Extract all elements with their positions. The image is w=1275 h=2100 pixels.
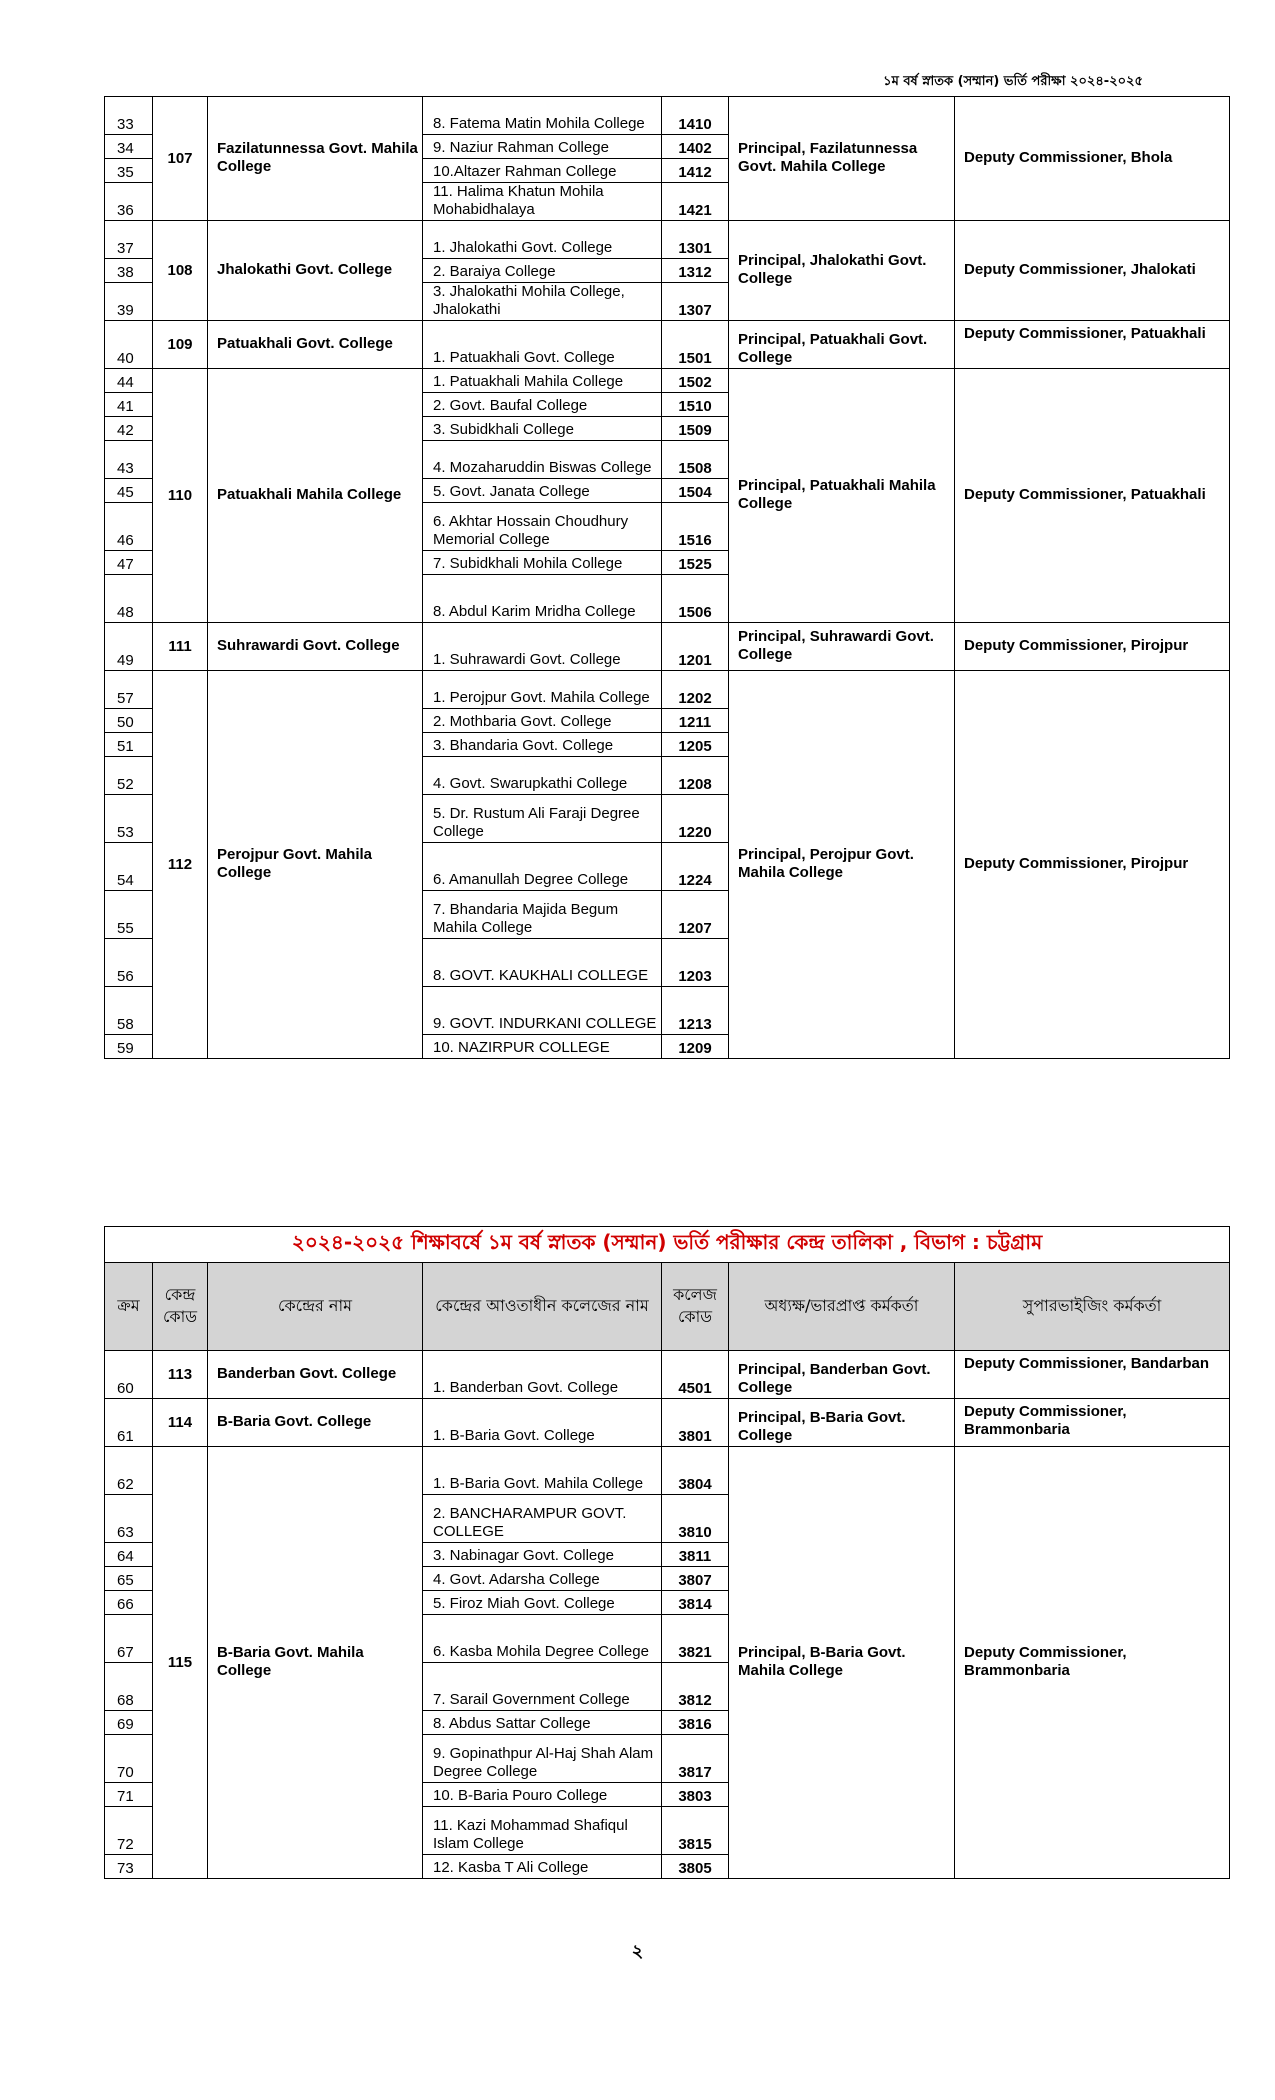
college-code-cell: 1209	[662, 1035, 729, 1059]
college-name-cell: 10. B-Baria Pouro College	[423, 1783, 662, 1807]
serial-cell: 73	[105, 1855, 153, 1879]
supervisor-cell: Deputy Commissioner, Pirojpur	[955, 671, 1230, 1059]
serial-cell: 68	[105, 1663, 153, 1711]
serial-cell: 63	[105, 1495, 153, 1543]
supervisor-cell: Deputy Commissioner, Bhola	[955, 97, 1230, 221]
college-name-cell: 11. Halima Khatun Mohila Mohabidhalaya	[423, 183, 662, 221]
college-name-cell: 1. Jhalokathi Govt. College	[423, 221, 662, 259]
college-code-cell: 1312	[662, 259, 729, 283]
college-name-cell: 2. Govt. Baufal College	[423, 393, 662, 417]
table-row	[105, 221, 1230, 259]
college-code-cell: 1203	[662, 939, 729, 987]
serial-cell: 57	[105, 671, 153, 709]
college-code-cell: 3803	[662, 1783, 729, 1807]
serial-cell: 54	[105, 843, 153, 891]
college-name-cell: 1. Patuakhali Govt. College	[423, 321, 662, 369]
college-name-cell: 8. Abdus Sattar College	[423, 1711, 662, 1735]
college-code-cell: 3810	[662, 1495, 729, 1543]
college-name-cell: 9. Gopinathpur Al-Haj Shah Alam Degree College	[423, 1735, 662, 1783]
college-name-cell: 3. Nabinagar Govt. College	[423, 1543, 662, 1567]
serial-cell: 65	[105, 1567, 153, 1591]
college-code-cell: 3816	[662, 1711, 729, 1735]
serial-cell: 41	[105, 393, 153, 417]
college-name-cell: 11. Kazi Mohammad Shafiqul Islam College	[423, 1807, 662, 1855]
serial-cell: 62	[105, 1447, 153, 1495]
header-sl: ক্রম	[105, 1263, 153, 1351]
serial-cell: 72	[105, 1807, 153, 1855]
college-name-cell: 6. Kasba Mohila Degree College	[423, 1615, 662, 1663]
principal-cell: Principal, Patuakhali Mahila College	[729, 369, 955, 623]
college-code-cell: 1525	[662, 551, 729, 575]
college-name-cell: 3. Bhandaria Govt. College	[423, 733, 662, 757]
college-name-cell: 2. BANCHARAMPUR GOVT. COLLEGE	[423, 1495, 662, 1543]
table-row	[105, 671, 1230, 709]
college-code-cell: 1207	[662, 891, 729, 939]
serial-cell: 35	[105, 159, 153, 183]
center-code-cell: 109	[153, 321, 208, 369]
college-code-cell: 3807	[662, 1567, 729, 1591]
centers-table-2	[104, 1226, 1230, 1879]
principal-cell: Principal, Perojpur Govt. Mahila College	[729, 671, 955, 1059]
principal-cell: Principal, Patuakhali Govt. College	[729, 321, 955, 369]
serial-cell: 39	[105, 283, 153, 321]
serial-cell: 42	[105, 417, 153, 441]
college-name-cell: 1. Suhrawardi Govt. College	[423, 623, 662, 671]
centers-table-1	[104, 96, 1230, 1059]
college-code-cell: 1506	[662, 575, 729, 623]
center-name-cell: B-Baria Govt. College	[208, 1399, 423, 1447]
college-code-cell: 1220	[662, 795, 729, 843]
center-code-cell: 108	[153, 221, 208, 321]
serial-cell: 53	[105, 795, 153, 843]
supervisor-cell: Deputy Commissioner, Patuakhali	[955, 369, 1230, 623]
college-code-cell: 1224	[662, 843, 729, 891]
college-code-cell: 4501	[662, 1351, 729, 1399]
college-code-cell: 1509	[662, 417, 729, 441]
center-name-cell: Banderban Govt. College	[208, 1351, 423, 1399]
serial-cell: 37	[105, 221, 153, 259]
college-name-cell: 4. Govt. Swarupkathi College	[423, 757, 662, 795]
college-name-cell: 3. Jhalokathi Mohila College, Jhalokathi	[423, 283, 662, 321]
center-name-cell: Patuakhali Mahila College	[208, 369, 423, 623]
college-code-cell: 3815	[662, 1807, 729, 1855]
college-code-cell: 3821	[662, 1615, 729, 1663]
center-name-cell: Fazilatunnessa Govt. Mahila College	[208, 97, 423, 221]
page-number: ২	[631, 1941, 644, 1962]
table-row	[105, 1351, 1230, 1399]
serial-cell: 46	[105, 503, 153, 551]
serial-cell: 36	[105, 183, 153, 221]
serial-cell: 47	[105, 551, 153, 575]
principal-cell: Principal, Fazilatunnessa Govt. Mahila College	[729, 97, 955, 221]
college-name-cell: 1. Perojpur Govt. Mahila College	[423, 671, 662, 709]
college-code-cell: 1502	[662, 369, 729, 393]
serial-cell: 44	[105, 369, 153, 393]
college-code-cell: 1202	[662, 671, 729, 709]
principal-cell: Principal, B-Baria Govt. College	[729, 1399, 955, 1447]
college-name-cell: 8. Fatema Matin Mohila College	[423, 97, 662, 135]
serial-cell: 71	[105, 1783, 153, 1807]
college-name-cell: 1. Patuakhali Mahila College	[423, 369, 662, 393]
table-row	[105, 97, 1230, 135]
serial-cell: 58	[105, 987, 153, 1035]
college-code-cell: 1205	[662, 733, 729, 757]
serial-cell: 67	[105, 1615, 153, 1663]
serial-cell: 51	[105, 733, 153, 757]
college-code-cell: 3804	[662, 1447, 729, 1495]
serial-cell: 48	[105, 575, 153, 623]
supervisor-cell: Deputy Commissioner, Pirojpur	[955, 623, 1230, 671]
college-name-cell: 9. GOVT. INDURKANI COLLEGE	[423, 987, 662, 1035]
supervisor-cell: Deputy Commissioner, Bandarban	[955, 1351, 1230, 1399]
college-code-cell: 3805	[662, 1855, 729, 1879]
center-code-cell: 111	[153, 623, 208, 671]
serial-cell: 66	[105, 1591, 153, 1615]
center-name-cell: Suhrawardi Govt. College	[208, 623, 423, 671]
supervisor-cell: Deputy Commissioner, Patuakhali	[955, 321, 1230, 369]
center-code-cell: 110	[153, 369, 208, 623]
serial-cell: 45	[105, 479, 153, 503]
college-name-cell: 7. Sarail Government College	[423, 1663, 662, 1711]
table-row	[105, 623, 1230, 671]
college-code-cell: 1410	[662, 97, 729, 135]
serial-cell: 33	[105, 97, 153, 135]
college-name-cell: 7. Subidkhali Mohila College	[423, 551, 662, 575]
serial-cell: 38	[105, 259, 153, 283]
college-code-cell: 3814	[662, 1591, 729, 1615]
college-name-cell: 6. Akhtar Hossain Choudhury Memorial College	[423, 503, 662, 551]
college-code-cell: 1201	[662, 623, 729, 671]
college-name-cell: 2. Baraiya College	[423, 259, 662, 283]
principal-cell: Principal, Banderban Govt. College	[729, 1351, 955, 1399]
college-code-cell: 3812	[662, 1663, 729, 1711]
supervisor-cell: Deputy Commissioner, Brammonbaria	[955, 1399, 1230, 1447]
college-code-cell: 3811	[662, 1543, 729, 1567]
center-code-cell: 114	[153, 1399, 208, 1447]
serial-cell: 49	[105, 623, 153, 671]
table-row	[105, 1447, 1230, 1495]
college-name-cell: 5. Dr. Rustum Ali Faraji Degree College	[423, 795, 662, 843]
serial-cell: 43	[105, 441, 153, 479]
supervisor-cell: Deputy Commissioner, Jhalokati	[955, 221, 1230, 321]
header-principal: অধ্যক্ষ/ভারপ্রাপ্ত কর্মকর্তা	[729, 1263, 955, 1351]
college-code-cell: 3817	[662, 1735, 729, 1783]
college-code-cell: 1402	[662, 135, 729, 159]
header-center-name: কেন্দ্রের নাম	[208, 1263, 423, 1351]
college-name-cell: 2. Mothbaria Govt. College	[423, 709, 662, 733]
college-name-cell: 8. Abdul Karim Mridha College	[423, 575, 662, 623]
college-name-cell: 3. Subidkhali College	[423, 417, 662, 441]
college-name-cell: 4. Govt. Adarsha College	[423, 1567, 662, 1591]
page-header: ১ম বর্ষ স্নাতক (সম্মান) ভর্তি পরীক্ষা ২০২৪-২০২৫	[883, 74, 1143, 89]
principal-cell: Principal, Suhrawardi Govt. College	[729, 623, 955, 671]
center-name-cell: B-Baria Govt. Mahila College	[208, 1447, 423, 1879]
header-row	[105, 1263, 1230, 1351]
college-name-cell: 12. Kasba T Ali College	[423, 1855, 662, 1879]
serial-cell: 60	[105, 1351, 153, 1399]
college-name-cell: 1. Banderban Govt. College	[423, 1351, 662, 1399]
center-name-cell: Patuakhali Govt. College	[208, 321, 423, 369]
header-college-code: কলেজ কোড	[662, 1263, 729, 1351]
college-code-cell: 1208	[662, 757, 729, 795]
college-name-cell: 7. Bhandaria Majida Begum Mahila College	[423, 891, 662, 939]
table-row	[105, 321, 1230, 369]
college-name-cell: 9. Naziur Rahman College	[423, 135, 662, 159]
college-code-cell: 1301	[662, 221, 729, 259]
college-code-cell: 1211	[662, 709, 729, 733]
serial-cell: 34	[105, 135, 153, 159]
table-title: ২০২৪-২০২৫ শিক্ষাবর্ষে ১ম বর্ষ স্নাতক (সম্মান) ভর্তি পরীক্ষার কেন্দ্র তালিকা , বিভাগ : চট্টগ্রাম	[105, 1227, 1230, 1263]
serial-cell: 56	[105, 939, 153, 987]
principal-cell: Principal, Jhalokathi Govt. College	[729, 221, 955, 321]
serial-cell: 50	[105, 709, 153, 733]
table-title-row	[105, 1227, 1230, 1263]
college-code-cell: 1307	[662, 283, 729, 321]
supervisor-cell: Deputy Commissioner, Brammonbaria	[955, 1447, 1230, 1879]
college-code-cell: 1510	[662, 393, 729, 417]
college-code-cell: 1504	[662, 479, 729, 503]
serial-cell: 69	[105, 1711, 153, 1735]
serial-cell: 52	[105, 757, 153, 795]
center-name-cell: Jhalokathi Govt. College	[208, 221, 423, 321]
college-name-cell: 10. NAZIRPUR COLLEGE	[423, 1035, 662, 1059]
serial-cell: 64	[105, 1543, 153, 1567]
college-code-cell: 1501	[662, 321, 729, 369]
center-code-cell: 115	[153, 1447, 208, 1879]
college-name-cell: 5. Firoz Miah Govt. College	[423, 1591, 662, 1615]
college-name-cell: 5. Govt. Janata College	[423, 479, 662, 503]
center-code-cell: 113	[153, 1351, 208, 1399]
college-name-cell: 6. Amanullah Degree College	[423, 843, 662, 891]
college-name-cell: 1. B-Baria Govt. College	[423, 1399, 662, 1447]
college-code-cell: 1516	[662, 503, 729, 551]
serial-cell: 59	[105, 1035, 153, 1059]
college-code-cell: 1213	[662, 987, 729, 1035]
header-colleges: কেন্দ্রের আওতাধীন কলেজের নাম	[423, 1263, 662, 1351]
college-name-cell: 10.Altazer Rahman College	[423, 159, 662, 183]
header-center-code: কেন্দ্র কোড	[153, 1263, 208, 1351]
center-code-cell: 107	[153, 97, 208, 221]
serial-cell: 70	[105, 1735, 153, 1783]
college-name-cell: 8. GOVT. KAUKHALI COLLEGE	[423, 939, 662, 987]
center-name-cell: Perojpur Govt. Mahila College	[208, 671, 423, 1059]
header-supervisor: সুপারভাইজিং কর্মকর্তা	[955, 1263, 1230, 1351]
serial-cell: 40	[105, 321, 153, 369]
center-code-cell: 112	[153, 671, 208, 1059]
college-code-cell: 1412	[662, 159, 729, 183]
college-code-cell: 1421	[662, 183, 729, 221]
college-name-cell: 1. B-Baria Govt. Mahila College	[423, 1447, 662, 1495]
principal-cell: Principal, B-Baria Govt. Mahila College	[729, 1447, 955, 1879]
serial-cell: 61	[105, 1399, 153, 1447]
college-code-cell: 1508	[662, 441, 729, 479]
table-row	[105, 1399, 1230, 1447]
table-row	[105, 369, 1230, 393]
serial-cell: 55	[105, 891, 153, 939]
college-code-cell: 3801	[662, 1399, 729, 1447]
college-name-cell: 4. Mozaharuddin Biswas College	[423, 441, 662, 479]
